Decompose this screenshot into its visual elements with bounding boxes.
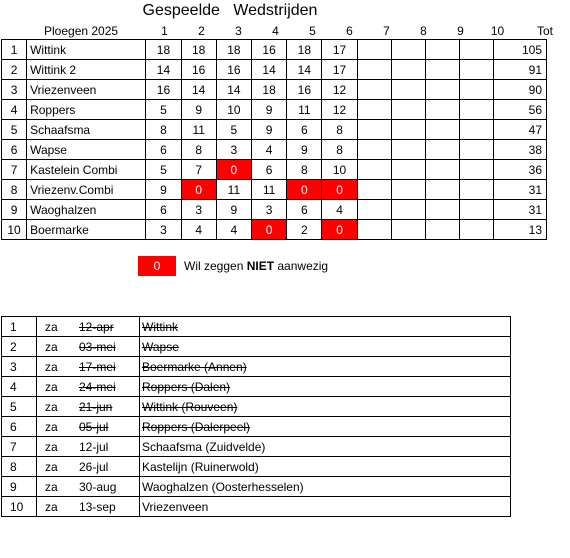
team-name: Waoghalzen bbox=[27, 200, 146, 220]
team-row bbox=[2, 140, 547, 160]
team-row bbox=[2, 200, 547, 220]
round-score bbox=[425, 200, 459, 220]
season-label: Ploegen 2025 bbox=[44, 24, 119, 38]
match-day: za bbox=[45, 499, 58, 514]
team-row bbox=[2, 220, 547, 240]
team-rank: 10 bbox=[2, 220, 27, 240]
round-score bbox=[460, 220, 494, 240]
round-score bbox=[460, 200, 494, 220]
match-opponent: Waoghalzen (Oosterhesselen) bbox=[140, 477, 511, 497]
round-score bbox=[391, 60, 425, 80]
round-header: 10 bbox=[490, 24, 505, 38]
match-opponent: Kastelijn (Ruinerwold) bbox=[140, 457, 511, 477]
team-rank: 2 bbox=[2, 60, 27, 80]
round-score bbox=[357, 220, 391, 240]
team-total: 91 bbox=[494, 60, 547, 80]
team-name: Schaafsma bbox=[27, 120, 146, 140]
match-number: 7 bbox=[2, 437, 37, 457]
match-date: 05-jul bbox=[79, 419, 109, 434]
round-score: 17 bbox=[322, 40, 357, 60]
match-date: 21-jun bbox=[79, 399, 113, 414]
round-score: 8 bbox=[322, 120, 357, 140]
match-day: za bbox=[45, 339, 58, 354]
team-row bbox=[2, 120, 547, 140]
legend-swatch: 0 bbox=[138, 256, 176, 276]
schedule-row bbox=[2, 337, 511, 357]
team-rank: 1 bbox=[2, 40, 27, 60]
round-header: 7 bbox=[383, 24, 390, 38]
match-date: 30-aug bbox=[79, 479, 117, 494]
match-date-cell bbox=[37, 397, 140, 417]
team-rank: 6 bbox=[2, 140, 27, 160]
round-score bbox=[391, 160, 425, 180]
round-score: 5 bbox=[146, 160, 181, 180]
schedule-row bbox=[2, 497, 511, 517]
round-score: 9 bbox=[216, 200, 251, 220]
round-score bbox=[357, 40, 391, 60]
team-total: 36 bbox=[494, 160, 547, 180]
round-score bbox=[357, 80, 391, 100]
team-rank: 4 bbox=[2, 100, 27, 120]
team-total: 38 bbox=[494, 140, 547, 160]
round-score: 14 bbox=[216, 80, 251, 100]
round-score: 10 bbox=[216, 100, 251, 120]
round-score bbox=[357, 200, 391, 220]
match-opponent: Wittink (Rouveen) bbox=[140, 397, 511, 417]
round-score: 12 bbox=[322, 100, 357, 120]
round-score: 6 bbox=[146, 200, 181, 220]
round-score: 6 bbox=[146, 140, 181, 160]
round-score bbox=[425, 160, 459, 180]
round-score bbox=[460, 40, 494, 60]
round-score: 5 bbox=[146, 100, 181, 120]
total-header: Tot bbox=[536, 24, 553, 38]
round-score bbox=[391, 120, 425, 140]
round-header: 8 bbox=[420, 24, 427, 38]
team-total: 90 bbox=[494, 80, 547, 100]
round-score: 9 bbox=[287, 140, 322, 160]
match-day: za bbox=[45, 359, 58, 374]
round-score: 11 bbox=[287, 100, 322, 120]
schedule-row bbox=[2, 437, 511, 457]
match-opponent: Roppers (Dalerpeel) bbox=[140, 417, 511, 437]
round-score bbox=[391, 40, 425, 60]
team-row bbox=[2, 60, 547, 80]
match-opponent: Wittink bbox=[140, 317, 511, 337]
match-date-cell bbox=[37, 377, 140, 397]
round-score: 0 bbox=[181, 180, 216, 200]
round-score: 14 bbox=[287, 60, 322, 80]
match-day: za bbox=[45, 439, 58, 454]
team-rank: 3 bbox=[2, 80, 27, 100]
round-header: 5 bbox=[309, 24, 316, 38]
round-score: 9 bbox=[181, 100, 216, 120]
match-opponent: Vriezenveen bbox=[140, 497, 511, 517]
round-score: 0 bbox=[322, 220, 357, 240]
match-date: 03-mei bbox=[79, 339, 116, 354]
round-score bbox=[391, 80, 425, 100]
page-title: Gespeelde Wedstrijden bbox=[142, 2, 318, 19]
round-score: 8 bbox=[287, 160, 322, 180]
round-header: 3 bbox=[235, 24, 242, 38]
match-day: za bbox=[45, 379, 58, 394]
round-score: 9 bbox=[252, 120, 287, 140]
team-row bbox=[2, 180, 547, 200]
round-score: 0 bbox=[216, 160, 251, 180]
match-number: 9 bbox=[2, 477, 37, 497]
round-score bbox=[425, 220, 459, 240]
round-score: 3 bbox=[181, 200, 216, 220]
round-score: 5 bbox=[216, 120, 251, 140]
round-score: 8 bbox=[181, 140, 216, 160]
match-date: 13-sep bbox=[79, 499, 116, 514]
schedule-row bbox=[2, 357, 511, 377]
schedule-table bbox=[1, 316, 511, 517]
round-score bbox=[425, 80, 459, 100]
match-number: 6 bbox=[2, 417, 37, 437]
match-date: 17-mei bbox=[79, 359, 116, 374]
match-number: 3 bbox=[2, 357, 37, 377]
match-opponent: Boermarke (Annen) bbox=[140, 357, 511, 377]
team-total: 31 bbox=[494, 200, 547, 220]
team-rank: 5 bbox=[2, 120, 27, 140]
round-score: 18 bbox=[252, 80, 287, 100]
schedule-row bbox=[2, 397, 511, 417]
legend-text-after: aanwezig bbox=[274, 259, 329, 273]
match-opponent: Schaafsma (Zuidvelde) bbox=[140, 437, 511, 457]
round-score: 6 bbox=[287, 120, 322, 140]
round-score: 4 bbox=[181, 220, 216, 240]
round-score: 9 bbox=[252, 100, 287, 120]
round-score bbox=[357, 140, 391, 160]
round-score bbox=[391, 100, 425, 120]
match-date-cell bbox=[37, 457, 140, 477]
round-score: 18 bbox=[287, 40, 322, 60]
round-score bbox=[460, 120, 494, 140]
team-rank: 8 bbox=[2, 180, 27, 200]
round-score: 17 bbox=[322, 60, 357, 80]
match-date: 12-jul bbox=[79, 439, 109, 454]
standings-table bbox=[1, 39, 547, 240]
round-score: 18 bbox=[216, 40, 251, 60]
round-score: 0 bbox=[287, 180, 322, 200]
round-score bbox=[357, 120, 391, 140]
round-header: 4 bbox=[272, 24, 279, 38]
match-day: za bbox=[45, 459, 58, 474]
round-score bbox=[425, 120, 459, 140]
legend bbox=[138, 256, 328, 276]
match-date: 24-mei bbox=[79, 379, 116, 394]
legend-text-before: Wil zeggen bbox=[184, 259, 247, 273]
round-score bbox=[425, 60, 459, 80]
round-score bbox=[425, 180, 459, 200]
team-name: Roppers bbox=[27, 100, 146, 120]
team-row bbox=[2, 100, 547, 120]
round-header: 9 bbox=[457, 24, 464, 38]
round-score: 12 bbox=[322, 80, 357, 100]
round-header: 1 bbox=[161, 24, 168, 38]
schedule-row bbox=[2, 417, 511, 437]
round-score: 4 bbox=[322, 200, 357, 220]
round-header: 2 bbox=[198, 24, 205, 38]
round-score: 14 bbox=[181, 80, 216, 100]
team-total: 56 bbox=[494, 100, 547, 120]
round-score bbox=[460, 80, 494, 100]
round-score bbox=[460, 180, 494, 200]
team-total: 47 bbox=[494, 120, 547, 140]
round-score bbox=[425, 100, 459, 120]
team-row bbox=[2, 160, 547, 180]
team-name: Wapse bbox=[27, 140, 146, 160]
team-total: 105 bbox=[494, 40, 547, 60]
match-date-cell bbox=[37, 477, 140, 497]
round-score: 16 bbox=[216, 60, 251, 80]
round-score: 8 bbox=[146, 120, 181, 140]
team-name: Wittink bbox=[27, 40, 146, 60]
round-score bbox=[357, 60, 391, 80]
round-score: 16 bbox=[181, 60, 216, 80]
round-score bbox=[460, 60, 494, 80]
schedule-row bbox=[2, 317, 511, 337]
match-number: 5 bbox=[2, 397, 37, 417]
round-score: 0 bbox=[322, 180, 357, 200]
round-score: 4 bbox=[252, 140, 287, 160]
schedule-row bbox=[2, 457, 511, 477]
match-number: 2 bbox=[2, 337, 37, 357]
match-number: 4 bbox=[2, 377, 37, 397]
match-opponent: Roppers (Dalen) bbox=[140, 377, 511, 397]
round-score: 6 bbox=[287, 200, 322, 220]
match-day: za bbox=[45, 419, 58, 434]
round-score: 16 bbox=[252, 40, 287, 60]
team-rank: 7 bbox=[2, 160, 27, 180]
round-score: 3 bbox=[146, 220, 181, 240]
round-score bbox=[357, 180, 391, 200]
team-row bbox=[2, 80, 547, 100]
round-score bbox=[391, 200, 425, 220]
match-date-cell bbox=[37, 357, 140, 377]
match-date-cell bbox=[37, 317, 140, 337]
match-day: za bbox=[45, 399, 58, 414]
team-name: Boermarke bbox=[27, 220, 146, 240]
match-date-cell bbox=[37, 417, 140, 437]
team-total: 31 bbox=[494, 180, 547, 200]
team-name: Kastelein Combi bbox=[27, 160, 146, 180]
round-score bbox=[357, 160, 391, 180]
round-score: 16 bbox=[146, 80, 181, 100]
round-score: 3 bbox=[252, 200, 287, 220]
match-date: 26-jul bbox=[79, 459, 109, 474]
round-score: 10 bbox=[322, 160, 357, 180]
round-score: 11 bbox=[252, 180, 287, 200]
round-score: 2 bbox=[287, 220, 322, 240]
match-day: za bbox=[45, 319, 58, 334]
round-score bbox=[391, 140, 425, 160]
team-total: 13 bbox=[494, 220, 547, 240]
round-score: 8 bbox=[322, 140, 357, 160]
match-day: za bbox=[45, 479, 58, 494]
team-row bbox=[2, 40, 547, 60]
round-score: 11 bbox=[216, 180, 251, 200]
round-score bbox=[357, 100, 391, 120]
round-score bbox=[460, 160, 494, 180]
round-score bbox=[460, 140, 494, 160]
team-name: Wittink 2 bbox=[27, 60, 146, 80]
round-score bbox=[391, 220, 425, 240]
round-score: 0 bbox=[252, 220, 287, 240]
team-name: Vriezenv.Combi bbox=[27, 180, 146, 200]
round-score bbox=[425, 40, 459, 60]
schedule-row bbox=[2, 377, 511, 397]
match-date-cell bbox=[37, 437, 140, 457]
match-date: 12-apr bbox=[79, 319, 114, 334]
round-score: 6 bbox=[252, 160, 287, 180]
match-number: 8 bbox=[2, 457, 37, 477]
match-number: 1 bbox=[2, 317, 37, 337]
team-rank: 9 bbox=[2, 200, 27, 220]
round-score: 16 bbox=[287, 80, 322, 100]
round-header: 6 bbox=[346, 24, 353, 38]
round-score: 7 bbox=[181, 160, 216, 180]
match-date-cell bbox=[37, 497, 140, 517]
round-score: 3 bbox=[216, 140, 251, 160]
round-score: 14 bbox=[252, 60, 287, 80]
match-opponent: Wapse bbox=[140, 337, 511, 357]
round-score bbox=[460, 100, 494, 120]
round-score: 18 bbox=[146, 40, 181, 60]
round-score bbox=[425, 140, 459, 160]
round-score: 4 bbox=[216, 220, 251, 240]
round-score: 18 bbox=[181, 40, 216, 60]
schedule-row bbox=[2, 477, 511, 497]
match-number: 10 bbox=[2, 497, 37, 517]
match-date-cell bbox=[37, 337, 140, 357]
round-score bbox=[391, 180, 425, 200]
round-score: 11 bbox=[181, 120, 216, 140]
round-score: 14 bbox=[146, 60, 181, 80]
team-name: Vriezenveen bbox=[27, 80, 146, 100]
round-score: 9 bbox=[146, 180, 181, 200]
legend-text-bold: NIET bbox=[246, 259, 275, 273]
